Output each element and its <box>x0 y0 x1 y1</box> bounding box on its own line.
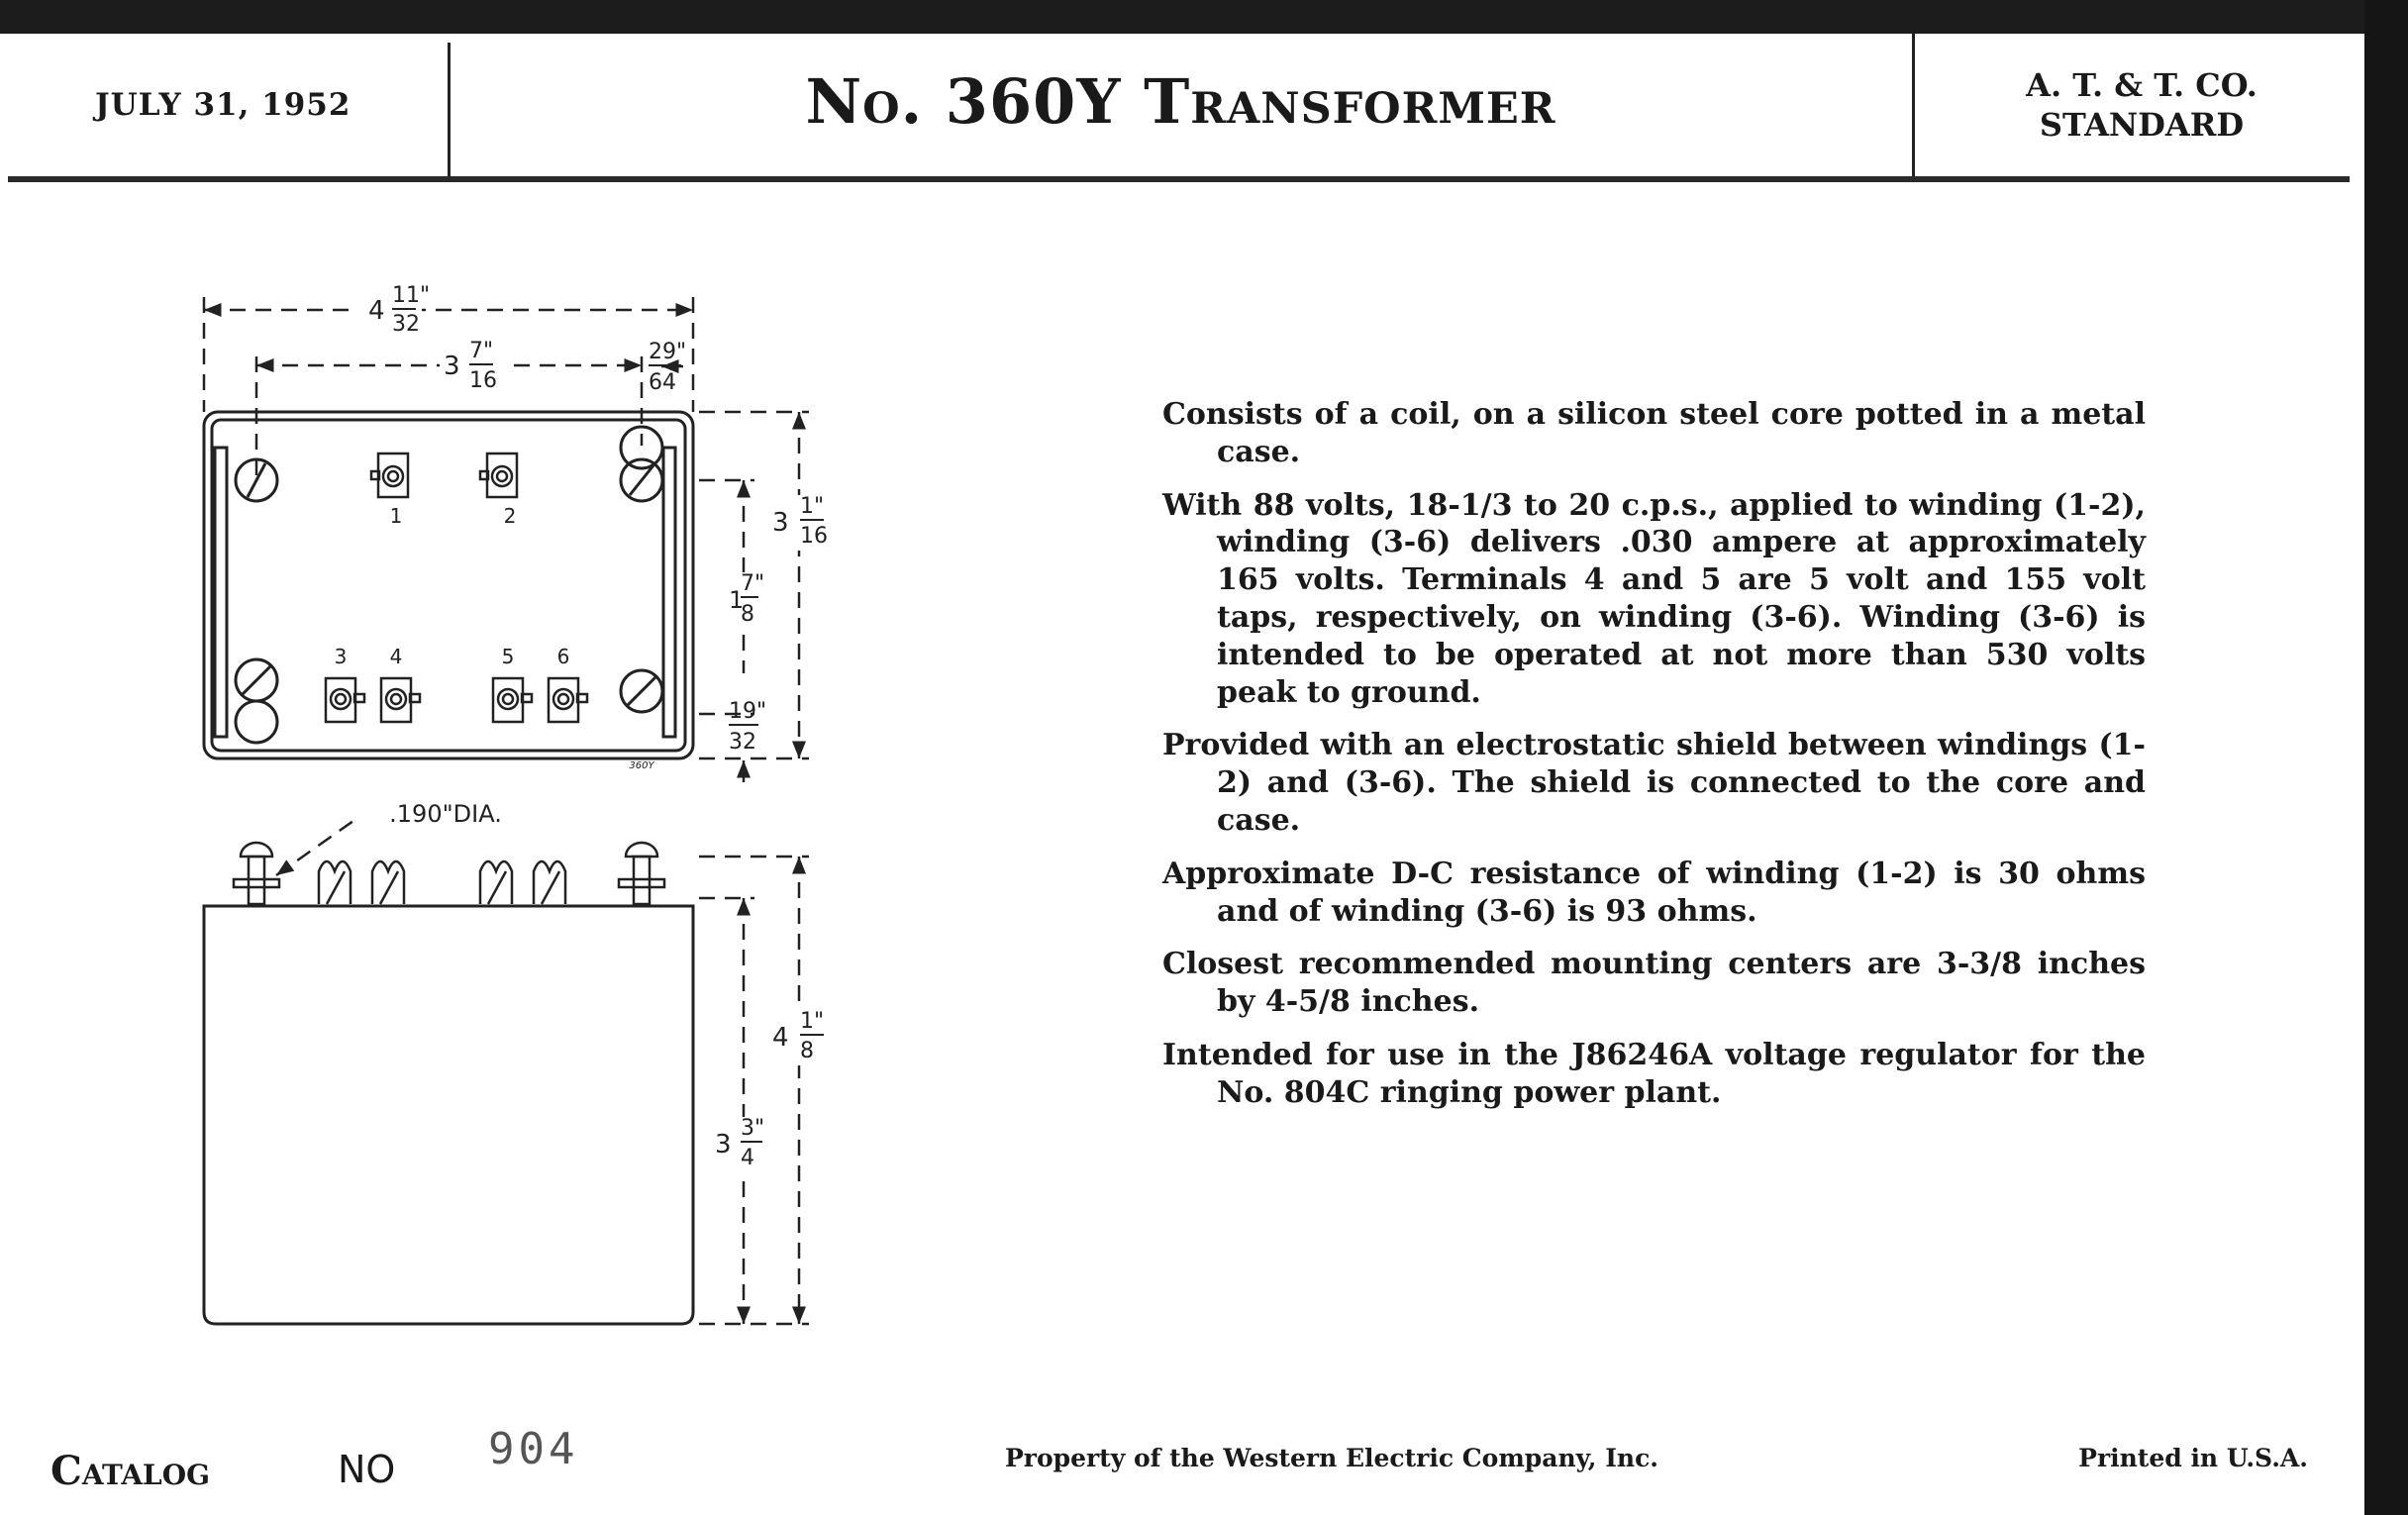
description-paragraph: With 88 volts, 18-1/3 to 20 c.p.s., applied to winding (1-2), winding (3-6) delivers .030 ampere at approximately 165 volts. Terminals 4 and 5 are 5 volt and 155 volt taps, respectively, on winding (3-6). Winding (3-6) is intended to be operated at not more than 530 volts peak to ground. <box>1162 487 2146 710</box>
svg-text:1": 1" <box>800 494 825 519</box>
property-notice: Property of the Western Electric Company, Inc. <box>1004 1444 1658 1472</box>
terminal-icons <box>326 454 587 722</box>
svg-text:11": 11" <box>392 283 431 308</box>
dim-mount-depth <box>727 571 766 628</box>
top-view-case <box>204 412 693 758</box>
description-paragraph: Closest recommended mounting centers are 3-3/8 inches by 4-5/8 inches. <box>1162 947 2146 1020</box>
description <box>1162 396 2146 1128</box>
svg-text:19": 19" <box>729 699 767 724</box>
svg-text:32: 32 <box>729 730 756 755</box>
terminal-label: 3 <box>334 645 348 668</box>
catalog-no-label: NO <box>338 1448 396 1491</box>
svg-text:29": 29" <box>649 340 687 364</box>
svg-text:8: 8 <box>741 602 754 627</box>
dim-bottom-offset <box>729 699 766 755</box>
description-paragraph: Consists of a coil, on a silicon steel core potted in a metal case. <box>1162 397 2146 469</box>
standard-line-2: STANDARD <box>2039 106 2245 144</box>
description-paragraph: Intended for use in the J86246A voltage regulator for the No. 804C ringing power plant. <box>1162 1037 2146 1110</box>
terminal-label: 4 <box>389 645 403 668</box>
svg-text:3": 3" <box>741 1116 765 1141</box>
printed-notice: Printed in U.S.A. <box>2078 1444 2308 1472</box>
description-paragraph: Approximate D-C resistance of winding (1-2) is 30 ohms and of winding (3-6) is 93 ohms. <box>1162 856 2146 929</box>
solder-terminal-icons <box>319 861 565 904</box>
svg-text:7": 7" <box>741 571 765 596</box>
svg-text:3: 3 <box>715 1130 732 1160</box>
terminal-label: 5 <box>501 645 515 668</box>
svg-text:3: 3 <box>444 352 460 381</box>
part-mark: 360Y <box>629 760 654 771</box>
svg-text:4: 4 <box>741 1146 754 1170</box>
terminal-label: 1 <box>389 504 403 528</box>
issue-date: JULY 31, 1952 <box>95 87 351 123</box>
dim-overall-height <box>770 1009 826 1065</box>
svg-text:1": 1" <box>800 1009 825 1034</box>
catalog-label: Catalog <box>50 1448 211 1494</box>
catalog-number: 904 <box>488 1424 579 1474</box>
side-view-case <box>204 843 693 1324</box>
mounting-screw-icons <box>236 427 662 743</box>
svg-text:16: 16 <box>800 524 828 549</box>
svg-text:3: 3 <box>772 508 789 538</box>
svg-text:16: 16 <box>469 368 497 393</box>
dim-overall-depth <box>772 494 828 551</box>
standard-line-1: A. T. & T. CO. <box>2026 66 2258 104</box>
svg-text:4: 4 <box>772 1023 789 1053</box>
dim-case-height <box>713 1116 768 1172</box>
svg-text:7": 7" <box>469 339 494 363</box>
page-title: No. 360Y Transformer <box>805 65 1556 138</box>
dim-overall-width <box>356 283 430 337</box>
svg-text:8: 8 <box>800 1039 814 1063</box>
svg-text:64: 64 <box>649 370 676 395</box>
svg-text:1: 1 <box>729 586 745 614</box>
svg-text:4: 4 <box>368 296 385 326</box>
screw-diameter-note: .190"DIA. <box>389 800 502 828</box>
mounting-screw-icons <box>234 843 664 904</box>
terminal-label: 2 <box>503 504 517 528</box>
svg-text:32: 32 <box>392 312 420 337</box>
dim-mount-width <box>440 339 505 393</box>
description-paragraph: Provided with an electrostatic shield between windings (1-2) and (3-6). The shield is connected to the core and case. <box>1162 728 2146 838</box>
terminal-label: 6 <box>556 645 570 668</box>
